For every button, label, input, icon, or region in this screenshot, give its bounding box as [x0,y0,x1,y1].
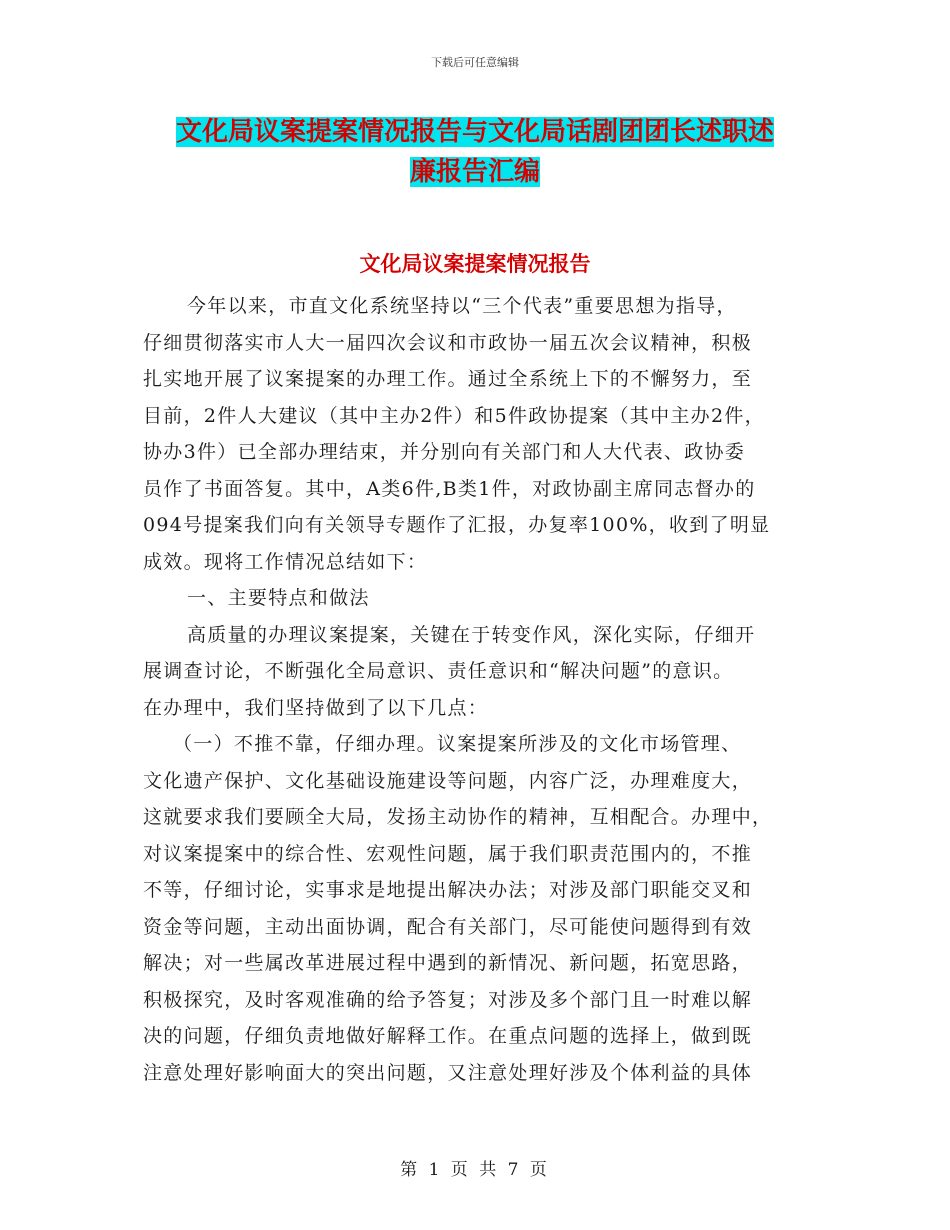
body-line: 094号提案我们向有关领导专题作了汇报，办复率100%，收到了明显 [143,514,771,536]
body-line: （一）不推不靠，仔细办理。议案提案所涉及的文化市场管理、 [173,733,742,755]
body-line: 不等，仔细讨论，实事求是地提出解决办法；对涉及部门职能交叉和 [143,879,753,901]
body-line: 这就要求我们要顾全大局，发扬主动协作的精神，互相配合。办理中， [143,806,773,828]
section-title: 文化局议案提案情况报告 [359,251,591,276]
body-line: 扎实地开展了议案提案的办理工作。通过全系统上下的不懈努力，至 [143,368,753,390]
body-line: 展调查讨论，不断强化全局意识、责任意识和“解决问题”的意识。 [143,660,734,682]
body-line: 今年以来，市直文化系统坚持以“三个代表”重要思想为指导， [187,295,737,317]
document-title [0,112,950,192]
document-title-line-1: 文化局议案提案情况报告与文化局话剧团团长述职述 [175,117,774,147]
body-line: 积极探究，及时客观准确的给予答复；对涉及多个部门且一时难以解 [143,988,753,1011]
page-footer: 第 1 页 共 7 页 [400,1160,550,1180]
body-line: 解决；对一些属改革进展过程中遇到的新情况、新问题，拓宽思路， [143,952,753,974]
body-text [143,288,823,1091]
section-heading: 一、主要特点和做法 [187,587,370,609]
body-line: 协办3件）已全部办理结束，并分别向有关部门和人大代表、政协委 [143,441,746,463]
body-line: 决的问题，仔细负责地做好解释工作。在重点问题的选择上，做到既 [143,1025,753,1047]
header-note: 下载后可任意编辑 [431,56,519,69]
body-line: 仔细贯彻落实市人大一届四次会议和市政协一届五次会议精神，积极 [143,331,753,354]
body-line: 成效。现将工作情况总结如下： [143,550,428,573]
body-line: 文化遗产保护、文化基础设施建设等问题，内容广泛，办理难度大， [143,769,753,792]
document-title-line-2: 廉报告汇编 [409,157,540,187]
body-line: 对议案提案中的综合性、宏观性问题，属于我们职责范围内的，不推 [143,842,753,865]
body-line: 目前，2件人大建议（其中主办2件）和5件政协提案（其中主办2件， [143,404,765,427]
body-line: 注意处理好影响面大的突出问题，又注意处理好涉及个体利益的具体 [143,1061,753,1084]
body-line: 资金等问题，主动出面协调，配合有关部门，尽可能使问题得到有效 [143,915,753,938]
body-line: 高质量的办理议案提案，关键在于转变作风，深化实际，仔细开 [187,623,756,646]
body-line: 员作了书面答复。其中，A类6件,B类1件，对政协副主席同志督办的 [143,477,756,500]
body-line: 在办理中，我们坚持做到了以下几点： [143,696,489,719]
